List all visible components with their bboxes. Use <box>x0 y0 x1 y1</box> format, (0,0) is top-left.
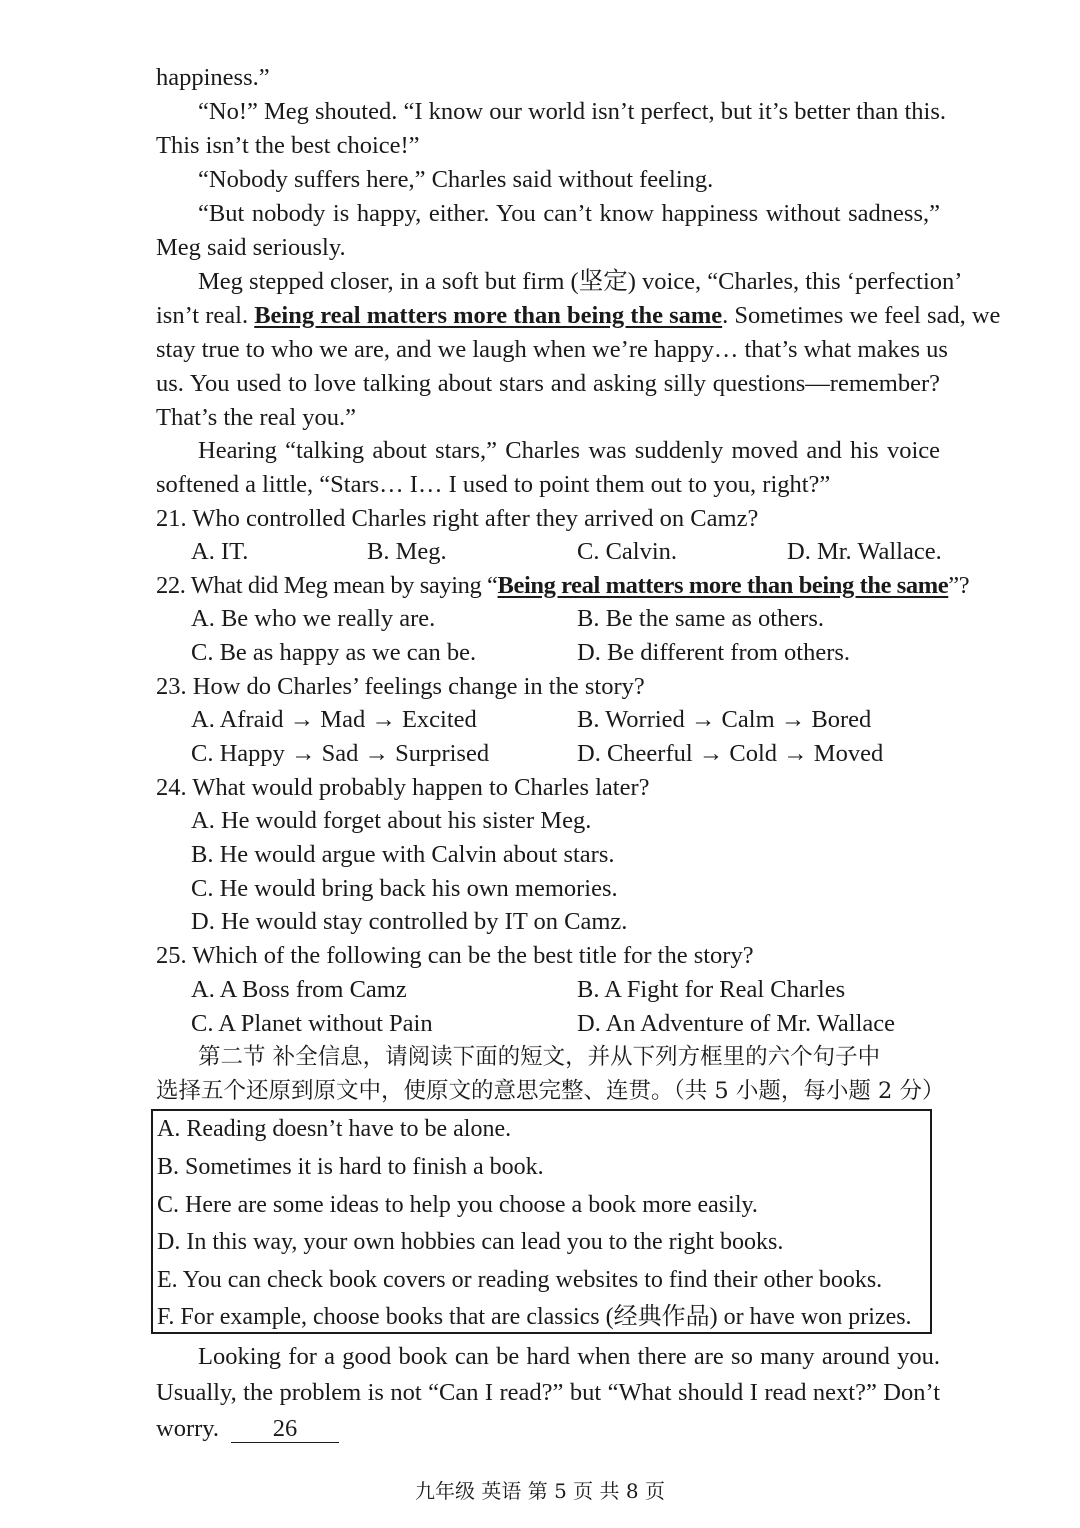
option-a: A. He would forget about his sister Meg. <box>191 807 592 834</box>
passage-line: Usually, the problem is not “Can I read?” but “What should I read next?” Don’t <box>156 1379 940 1406</box>
box-option: A. Reading doesn’t have to be alone. <box>157 1116 512 1142</box>
story-line: “But nobody is happy, either. You can’t know happiness without sadness,” <box>198 200 940 227</box>
box-option: D. In this way, your own hobbies can lead you to the right books. <box>157 1229 784 1255</box>
option-a: A. A Boss from Camz <box>191 976 407 1003</box>
option-a: A. Be who we really are. <box>191 605 436 632</box>
option-d: D. An Adventure of Mr. Wallace <box>577 1010 896 1037</box>
page-footer: 九年级 英语 第 5 页 共 8 页 <box>415 1479 665 1503</box>
story-line: us. You used to love talking about stars and asking silly questions—remember? <box>156 370 940 397</box>
story-line: This isn’t the best choice!” <box>156 132 420 159</box>
option-c: C. Be as happy as we can be. <box>191 639 477 666</box>
option-a: A. IT. <box>191 538 249 565</box>
question-stem: 22. What did Meg mean by saying “Being real matters more than being the same”? <box>156 572 970 599</box>
answer-blank-26[interactable]: 26 <box>231 1416 339 1443</box>
box-option: C. Here are some ideas to help you choose a book more easily. <box>157 1192 758 1218</box>
box-option: B. Sometimes it is hard to finish a book. <box>157 1154 544 1180</box>
option-d: D. Cheerful → Cold → Moved <box>577 740 884 767</box>
question-stem: 21. Who controlled Charles right after they arrived on Camz? <box>156 505 759 532</box>
option-b: B. A Fight for Real Charles <box>577 976 846 1003</box>
question-stem: 25. Which of the following can be the best title for the story? <box>156 942 754 969</box>
option-b: B. Meg. <box>367 538 447 565</box>
option-d: D. Be different from others. <box>577 639 851 666</box>
underlined-phrase: Being real matters more than being the same <box>254 302 723 329</box>
story-line: “No!” Meg shouted. “I know our world isn’t perfect, but it’s better than this. <box>198 98 946 125</box>
option-c: C. Happy → Sad → Surprised <box>191 740 490 767</box>
option-a: A. Afraid → Mad → Excited <box>191 706 477 733</box>
story-line: softened a little, “Stars… I… I used to point them out to you, right?” <box>156 471 831 498</box>
option-b: B. Be the same as others. <box>577 605 824 632</box>
option-b: B. He would argue with Calvin about stars. <box>191 841 615 868</box>
story-line: isn’t real. Being real matters more than being the same. Sometimes we feel sad, we <box>156 302 1001 329</box>
option-d: D. Mr. Wallace. <box>787 538 942 565</box>
option-c: C. A Planet without Pain <box>191 1010 433 1037</box>
box-option: E. You can check book covers or reading websites to find their other books. <box>157 1267 883 1293</box>
story-line: “Nobody suffers here,” Charles said without feeling. <box>198 166 714 193</box>
option-c: C. He would bring back his own memories. <box>191 875 618 902</box>
story-line: That’s the real you.” <box>156 404 357 431</box>
box-option: F. For example, choose books that are classics (经典作品) or have won prizes. <box>157 1304 912 1330</box>
passage-line: Looking for a good book can be hard when there are so many around you. <box>198 1343 940 1370</box>
option-c: C. Calvin. <box>577 538 678 565</box>
option-b: B. Worried → Calm → Bored <box>577 706 872 733</box>
question-stem: 23. How do Charles’ feelings change in the story? <box>156 673 645 700</box>
story-line: stay true to who we are, and we laugh when we’re happy… that’s what makes us <box>156 336 948 363</box>
section-instructions: 选择五个还原到原文中，使原文的意思完整、连贯。（共 5 小题，每小题 2 分） <box>156 1078 945 1104</box>
story-line: Hearing “talking about stars,” Charles was suddenly moved and his voice <box>198 437 940 464</box>
passage-line: worry. 26 <box>156 1414 940 1444</box>
section-heading: 第二节 补全信息，请阅读下面的短文，并从下列方框里的六个句子中 <box>198 1044 881 1070</box>
option-d: D. He would stay controlled by IT on Camz. <box>191 908 628 935</box>
question-stem: 24. What would probably happen to Charles later? <box>156 774 650 801</box>
story-line: happiness.” <box>156 64 270 91</box>
story-line: Meg stepped closer, in a soft but firm (坚定) voice, “Charles, this ‘perfection’ <box>198 268 963 295</box>
underlined-phrase: Being real matters more than being the same <box>497 572 949 599</box>
story-line: Meg said seriously. <box>156 234 346 261</box>
